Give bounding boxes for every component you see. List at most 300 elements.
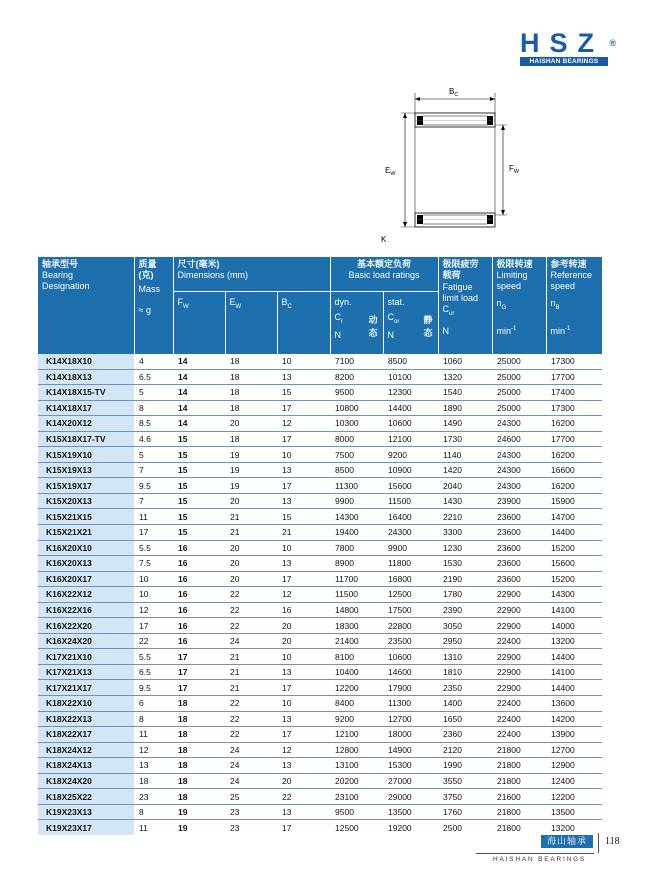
cell-fatigue: 1990	[438, 758, 492, 774]
cell-ew: 22	[225, 602, 277, 618]
cell-mass: 8.5	[134, 416, 173, 432]
cell-designation: K14X20X12	[38, 416, 134, 432]
table-row	[38, 618, 602, 634]
cell-fw: 17	[173, 664, 225, 680]
stat-unit: N	[387, 329, 395, 340]
table-row	[38, 462, 602, 478]
cell-fatigue: 2190	[438, 571, 492, 587]
logo-letters-text: HSZ	[520, 28, 604, 58]
cell-fatigue: 2360	[438, 727, 492, 743]
cell-fw: 16	[173, 633, 225, 649]
cell-designation: K15X21X21	[38, 525, 134, 541]
cell-designation: K15X20X13	[38, 493, 134, 509]
cell-fatigue: 1780	[438, 587, 492, 603]
mass-en: Mass	[138, 284, 161, 294]
cell-dyn: 11500	[330, 587, 383, 603]
cell-dyn: 11300	[330, 478, 383, 494]
dyn-symbol: $C_r$	[334, 312, 344, 325]
cell-ew: 18	[225, 369, 277, 385]
cell-ew: 18	[230, 356, 240, 367]
designation-en1: Bearing	[42, 270, 74, 280]
cell-ew: 20	[225, 556, 277, 572]
cell-dyn: 7500	[330, 447, 383, 463]
cell-bc: 12	[277, 742, 330, 758]
cell-stat: 16400	[383, 509, 438, 525]
cell-fw: 15	[173, 509, 225, 525]
cell-fw: 15	[173, 525, 225, 541]
cell-mass: 7	[134, 462, 173, 478]
table-row	[38, 711, 602, 727]
table-row	[38, 789, 602, 805]
table-row	[38, 680, 602, 696]
cell-fatigue: 1760	[438, 804, 492, 820]
table-row	[38, 478, 602, 494]
cell-fw: 18	[173, 727, 225, 743]
cell-fatigue: 2120	[438, 742, 492, 758]
cell-dyn: 9900	[330, 493, 383, 509]
table-row	[38, 556, 602, 572]
cell-bc: 13	[277, 804, 330, 820]
cell-stat: 15300	[383, 758, 438, 774]
cell-limiting: 24600	[492, 431, 546, 447]
cell-reference: 13500	[546, 804, 602, 820]
cell-fw: 16	[173, 618, 225, 634]
footer-brand: HAISHAN BEARINGS	[493, 856, 587, 863]
cell-bc: 20	[277, 633, 330, 649]
footer-stamp: 海山轴承	[541, 835, 593, 848]
cell-ew: 19	[225, 478, 277, 494]
table-row	[38, 742, 602, 758]
cell-mass: 7.5	[134, 556, 173, 572]
cell-fatigue: 1430	[438, 493, 492, 509]
cell-fw: 19	[173, 820, 225, 835]
stat-cn1: 静	[423, 315, 433, 325]
cell-limiting: 24300	[492, 447, 546, 463]
cell-dyn: 21400	[330, 633, 383, 649]
cell-dyn: 14300	[330, 509, 383, 525]
cell-limiting: 21800	[492, 820, 546, 835]
cell-designation: K16X20X13	[38, 556, 134, 572]
cell-stat: 17900	[383, 680, 438, 696]
stat-label: stat.	[387, 297, 405, 307]
header-mass	[134, 257, 173, 354]
cell-mass: 11	[134, 509, 173, 525]
cell-limiting: 23600	[492, 525, 546, 541]
cell-mass: 17	[134, 525, 173, 541]
cell-stat: 10100	[383, 369, 438, 385]
cell-stat: 11300	[383, 696, 438, 712]
dims-cn: 尺寸(毫米)	[177, 259, 220, 269]
cell-bc: 21	[277, 525, 330, 541]
cell-dyn: 9500	[330, 804, 383, 820]
cell-limiting: 22400	[492, 711, 546, 727]
cell-reference: 14000	[546, 618, 602, 634]
cell-stat: 14600	[383, 664, 438, 680]
cell-ew: 19	[225, 462, 277, 478]
cell-limiting: 21800	[492, 773, 546, 789]
cell-fw: 14	[173, 385, 225, 401]
k-label: K	[381, 235, 387, 244]
cell-fw: 18	[173, 789, 225, 805]
header-ew: $E_W$	[225, 292, 277, 355]
load-en: Basic load ratings	[348, 270, 420, 280]
cell-bc: 13	[277, 462, 330, 478]
cell-ew: 24	[225, 758, 277, 774]
cell-bc: 10	[277, 696, 330, 712]
cell-stat: 9200	[383, 447, 438, 463]
cell-fw: 16	[173, 587, 225, 603]
table-row	[38, 587, 602, 603]
cell-designation: K16X22X12	[38, 587, 134, 603]
cell-designation: K18X22X13	[38, 711, 134, 727]
cell-bc: 15	[277, 509, 330, 525]
cell-dyn: 12500	[330, 820, 383, 835]
cell-fatigue: 2950	[438, 633, 492, 649]
cell-mass: 5.5	[134, 649, 173, 665]
cell-designation: K19X23X17	[38, 820, 134, 835]
cell-bc: 10	[282, 356, 292, 367]
cell-dyn: 9200	[330, 711, 383, 727]
cell-stat: 10900	[383, 462, 438, 478]
table-row	[38, 820, 602, 835]
ref-en1: Reference	[550, 270, 593, 280]
brand-logo	[520, 28, 616, 66]
cell-fatigue: 1650	[438, 711, 492, 727]
cell-ew: 22	[225, 587, 277, 603]
cell-designation: K14X18X17	[38, 400, 134, 416]
cell-bc: 12	[277, 587, 330, 603]
cell-reference: 12700	[546, 742, 602, 758]
cell-designation: K18X25X22	[38, 789, 134, 805]
cell-ew: 18	[225, 431, 277, 447]
cell-fatigue: 1320	[438, 369, 492, 385]
cell-limiting: 22900	[492, 587, 546, 603]
cell-bc: 17	[277, 571, 330, 587]
cell-dyn: 12200	[330, 680, 383, 696]
page-number: 118	[605, 836, 620, 847]
cell-limiting: 25000	[492, 369, 546, 385]
cell-reference: 17700	[546, 369, 602, 385]
table-row	[38, 416, 602, 432]
cell-designation: K19X23X13	[38, 804, 134, 820]
table-row	[38, 431, 602, 447]
cell-reference: 17400	[546, 385, 602, 401]
dyn-cn2: 态	[368, 328, 378, 338]
cell-mass: 8	[134, 711, 173, 727]
table-row	[38, 525, 602, 541]
cell-reference: 12200	[546, 789, 602, 805]
cell-fw: 19	[173, 804, 225, 820]
fatigue-en1: Fatigue	[442, 282, 473, 292]
registered-mark: ®	[609, 38, 616, 48]
cell-designation: K15X19X13	[38, 462, 134, 478]
cell-stat: 12700	[383, 711, 438, 727]
cell-limiting: 23600	[492, 556, 546, 572]
cell-fatigue: 2390	[438, 602, 492, 618]
cell-dyn: 12800	[330, 742, 383, 758]
cell-fw: 15	[173, 493, 225, 509]
cell-bc: 12	[277, 416, 330, 432]
cell-mass: 17	[134, 618, 173, 634]
cell-ew: 23	[225, 820, 277, 835]
limit-cn: 极限转速	[496, 259, 533, 269]
cell-bc: 17	[277, 680, 330, 696]
cell-designation: K14X18X13	[38, 369, 134, 385]
cell-mass: 5	[134, 385, 173, 401]
cell-ew: 22	[225, 696, 277, 712]
cell-reference: 17300	[551, 356, 575, 367]
cell-ew: 21	[225, 680, 277, 696]
cell-dyn: 11700	[330, 571, 383, 587]
table-row	[38, 540, 602, 556]
cell-mass: 8	[134, 400, 173, 416]
cell-ew: 18	[225, 385, 277, 401]
cell-dyn: 9500	[330, 385, 383, 401]
cell-stat: 14400	[383, 400, 438, 416]
mass-unit: ≈ g	[138, 305, 151, 315]
cell-stat: 8500	[388, 356, 407, 367]
cell-bc: 13	[277, 711, 330, 727]
cell-designation: K18X24X13	[38, 758, 134, 774]
header-reference	[546, 257, 602, 354]
header-bc: $B_C$	[277, 292, 330, 355]
bearing-table	[38, 257, 602, 835]
table-row	[38, 649, 602, 665]
cell-mass: 6.5	[134, 664, 173, 680]
cell-mass: 23	[134, 789, 173, 805]
table-row	[38, 447, 602, 463]
cell-designation: K18X22X10	[38, 696, 134, 712]
ref-en2: speed	[550, 281, 576, 291]
cell-mass: 11	[134, 820, 173, 835]
cell-designation: K17X21X17	[38, 680, 134, 696]
cell-stat: 10600	[383, 649, 438, 665]
cell-fatigue: 1140	[438, 447, 492, 463]
fatigue-symbol: $C_{ur}$	[442, 304, 455, 317]
cell-ew: 20	[225, 416, 277, 432]
cell-stat: 12300	[383, 385, 438, 401]
cell-mass: 4	[139, 356, 144, 367]
cell-reference: 15600	[546, 556, 602, 572]
cell-dyn: 10300	[330, 416, 383, 432]
cell-limiting: 22400	[492, 727, 546, 743]
cell-mass: 10	[134, 571, 173, 587]
cell-reference: 13600	[546, 696, 602, 712]
cell-ew: 22	[225, 618, 277, 634]
cell-bc: 17	[277, 431, 330, 447]
cell-stat: 19200	[383, 820, 438, 835]
cell-reference: 16200	[546, 447, 602, 463]
ew-label: $E_W$	[385, 166, 396, 177]
cell-ew: 21	[225, 664, 277, 680]
cell-bc: 20	[277, 773, 330, 789]
cell-limiting: 21800	[492, 758, 546, 774]
fw-label: $F_W$	[509, 164, 520, 175]
cell-fatigue: 1730	[438, 431, 492, 447]
cell-fatigue: 1230	[438, 540, 492, 556]
cell-dyn: 8400	[330, 696, 383, 712]
table-row	[38, 571, 602, 587]
ref-cn: 参考转速	[550, 259, 587, 269]
cell-ew: 20	[225, 493, 277, 509]
dyn-label: dyn.	[334, 297, 352, 307]
cell-designation: K15X19X17	[38, 478, 134, 494]
cell-ew: 23	[225, 804, 277, 820]
cell-fatigue: 1540	[438, 385, 492, 401]
cell-limiting: 24300	[492, 478, 546, 494]
cell-bc: 17	[277, 478, 330, 494]
cell-bc: 20	[277, 618, 330, 634]
cell-fatigue: 1420	[438, 462, 492, 478]
cell-limiting: 24300	[492, 416, 546, 432]
load-cn: 基本额定负荷	[357, 259, 412, 269]
header-dyn	[330, 292, 383, 355]
ref-symbol: $n_B$	[550, 298, 560, 311]
cell-stat: 12100	[383, 431, 438, 447]
cell-reference: 14100	[546, 664, 602, 680]
table-row	[38, 385, 602, 401]
cell-fatigue: 1400	[438, 696, 492, 712]
cell-bc: 17	[277, 400, 330, 416]
cell-reference: 14700	[546, 509, 602, 525]
cell-reference: 13900	[546, 727, 602, 743]
cell-bc: 10	[277, 649, 330, 665]
table-row	[38, 369, 602, 385]
cell-fw: 16	[173, 602, 225, 618]
cell-dyn: 10400	[330, 664, 383, 680]
cell-mass: 8	[134, 804, 173, 820]
table-row	[38, 400, 602, 416]
cell-ew: 22	[225, 727, 277, 743]
cell-limiting: 25000	[492, 400, 546, 416]
bc-label: $B_C$	[449, 87, 459, 98]
mass-cn1: 质量	[138, 259, 157, 269]
cell-stat: 11800	[383, 556, 438, 572]
cell-limiting: 23600	[492, 540, 546, 556]
cell-dyn: 7100	[335, 356, 354, 367]
ref-unit: $\min^{-1}$	[550, 325, 571, 336]
cell-stat: 13500	[383, 804, 438, 820]
logo-subtitle: HAISHAN BEARINGS	[520, 57, 608, 66]
cell-stat: 24300	[383, 525, 438, 541]
cell-reference: 14400	[546, 680, 602, 696]
header-limiting	[492, 257, 546, 354]
cell-fw: 15	[173, 462, 225, 478]
cell-reference: 15200	[546, 571, 602, 587]
cell-fatigue: 1810	[438, 664, 492, 680]
designation-cn: 轴承型号	[42, 259, 79, 269]
cell-mass: 12	[134, 602, 173, 618]
cell-limiting: 21800	[492, 742, 546, 758]
cell-stat: 18000	[383, 727, 438, 743]
cell-stat: 10600	[383, 416, 438, 432]
cell-reference: 12400	[546, 773, 602, 789]
cell-ew: 24	[225, 742, 277, 758]
table-row	[38, 633, 602, 649]
cell-dyn: 8000	[330, 431, 383, 447]
cell-ew: 19	[225, 447, 277, 463]
cell-dyn: 8100	[330, 649, 383, 665]
cell-limiting: 25000	[497, 356, 521, 367]
fatigue-cn1: 极限疲劳	[442, 259, 479, 269]
cell-reference: 14400	[546, 649, 602, 665]
cell-dyn: 14800	[330, 602, 383, 618]
cell-ew: 20	[225, 571, 277, 587]
cell-limiting: 22400	[492, 696, 546, 712]
cell-reference: 15200	[546, 540, 602, 556]
cell-designation: K18X22X17	[38, 727, 134, 743]
limit-en2: speed	[496, 281, 522, 291]
cell-designation: K16X22X20	[38, 618, 134, 634]
cell-bc: 10	[277, 447, 330, 463]
cell-stat: 14900	[383, 742, 438, 758]
cell-dyn: 10800	[330, 400, 383, 416]
cell-designation: K17X21X10	[38, 649, 134, 665]
cell-fw: 17	[173, 680, 225, 696]
cell-stat: 12500	[383, 587, 438, 603]
cell-ew: 22	[225, 711, 277, 727]
cell-fatigue: 3300	[438, 525, 492, 541]
cell-fw: 15	[173, 431, 225, 447]
cell-stat: 22800	[383, 618, 438, 634]
cell-fw: 15	[173, 478, 225, 494]
cell-reference: 13200	[546, 820, 602, 835]
cell-reference: 15900	[546, 493, 602, 509]
cell-designation: K15X21X15	[38, 509, 134, 525]
table-row	[38, 804, 602, 820]
cell-mass: 10	[134, 587, 173, 603]
cell-fw: 18	[173, 773, 225, 789]
cell-dyn: 23100	[330, 789, 383, 805]
cell-mass: 12	[134, 742, 173, 758]
cell-mass: 9.5	[134, 680, 173, 696]
cell-fw: 18	[173, 696, 225, 712]
cell-mass: 18	[134, 773, 173, 789]
cell-fw: 18	[173, 711, 225, 727]
header-dimensions	[173, 257, 330, 292]
table-row	[38, 727, 602, 743]
cell-fatigue: 3750	[438, 789, 492, 805]
cell-bc: 13	[277, 556, 330, 572]
cell-limiting: 24300	[492, 462, 546, 478]
cell-reference: 14400	[546, 525, 602, 541]
cell-ew: 21	[225, 525, 277, 541]
cell-mass: 7	[134, 493, 173, 509]
footer-separator	[598, 833, 599, 853]
dims-en: Dimensions (mm)	[177, 270, 249, 280]
cell-stat: 16800	[383, 571, 438, 587]
header-load	[330, 257, 438, 292]
cell-designation: K15X18X17-TV	[38, 431, 134, 447]
cell-reference: 16200	[546, 478, 602, 494]
dyn-unit: N	[334, 329, 342, 340]
designation-en2: Designation	[42, 281, 90, 291]
cell-limiting: 22900	[492, 602, 546, 618]
cell-designation: K16X20X10	[38, 540, 134, 556]
cell-mass: 6.5	[134, 369, 173, 385]
cell-stat: 9900	[383, 540, 438, 556]
table-row	[38, 602, 602, 618]
cell-mass: 5.5	[134, 540, 173, 556]
cell-limiting: 23600	[492, 571, 546, 587]
cell-dyn: 12100	[330, 727, 383, 743]
cell-fatigue: 2040	[438, 478, 492, 494]
cell-reference: 13200	[546, 633, 602, 649]
cell-fw: 14	[178, 356, 188, 367]
cell-reference: 17700	[546, 431, 602, 447]
cell-ew: 24	[225, 633, 277, 649]
cell-bc: 13	[277, 369, 330, 385]
